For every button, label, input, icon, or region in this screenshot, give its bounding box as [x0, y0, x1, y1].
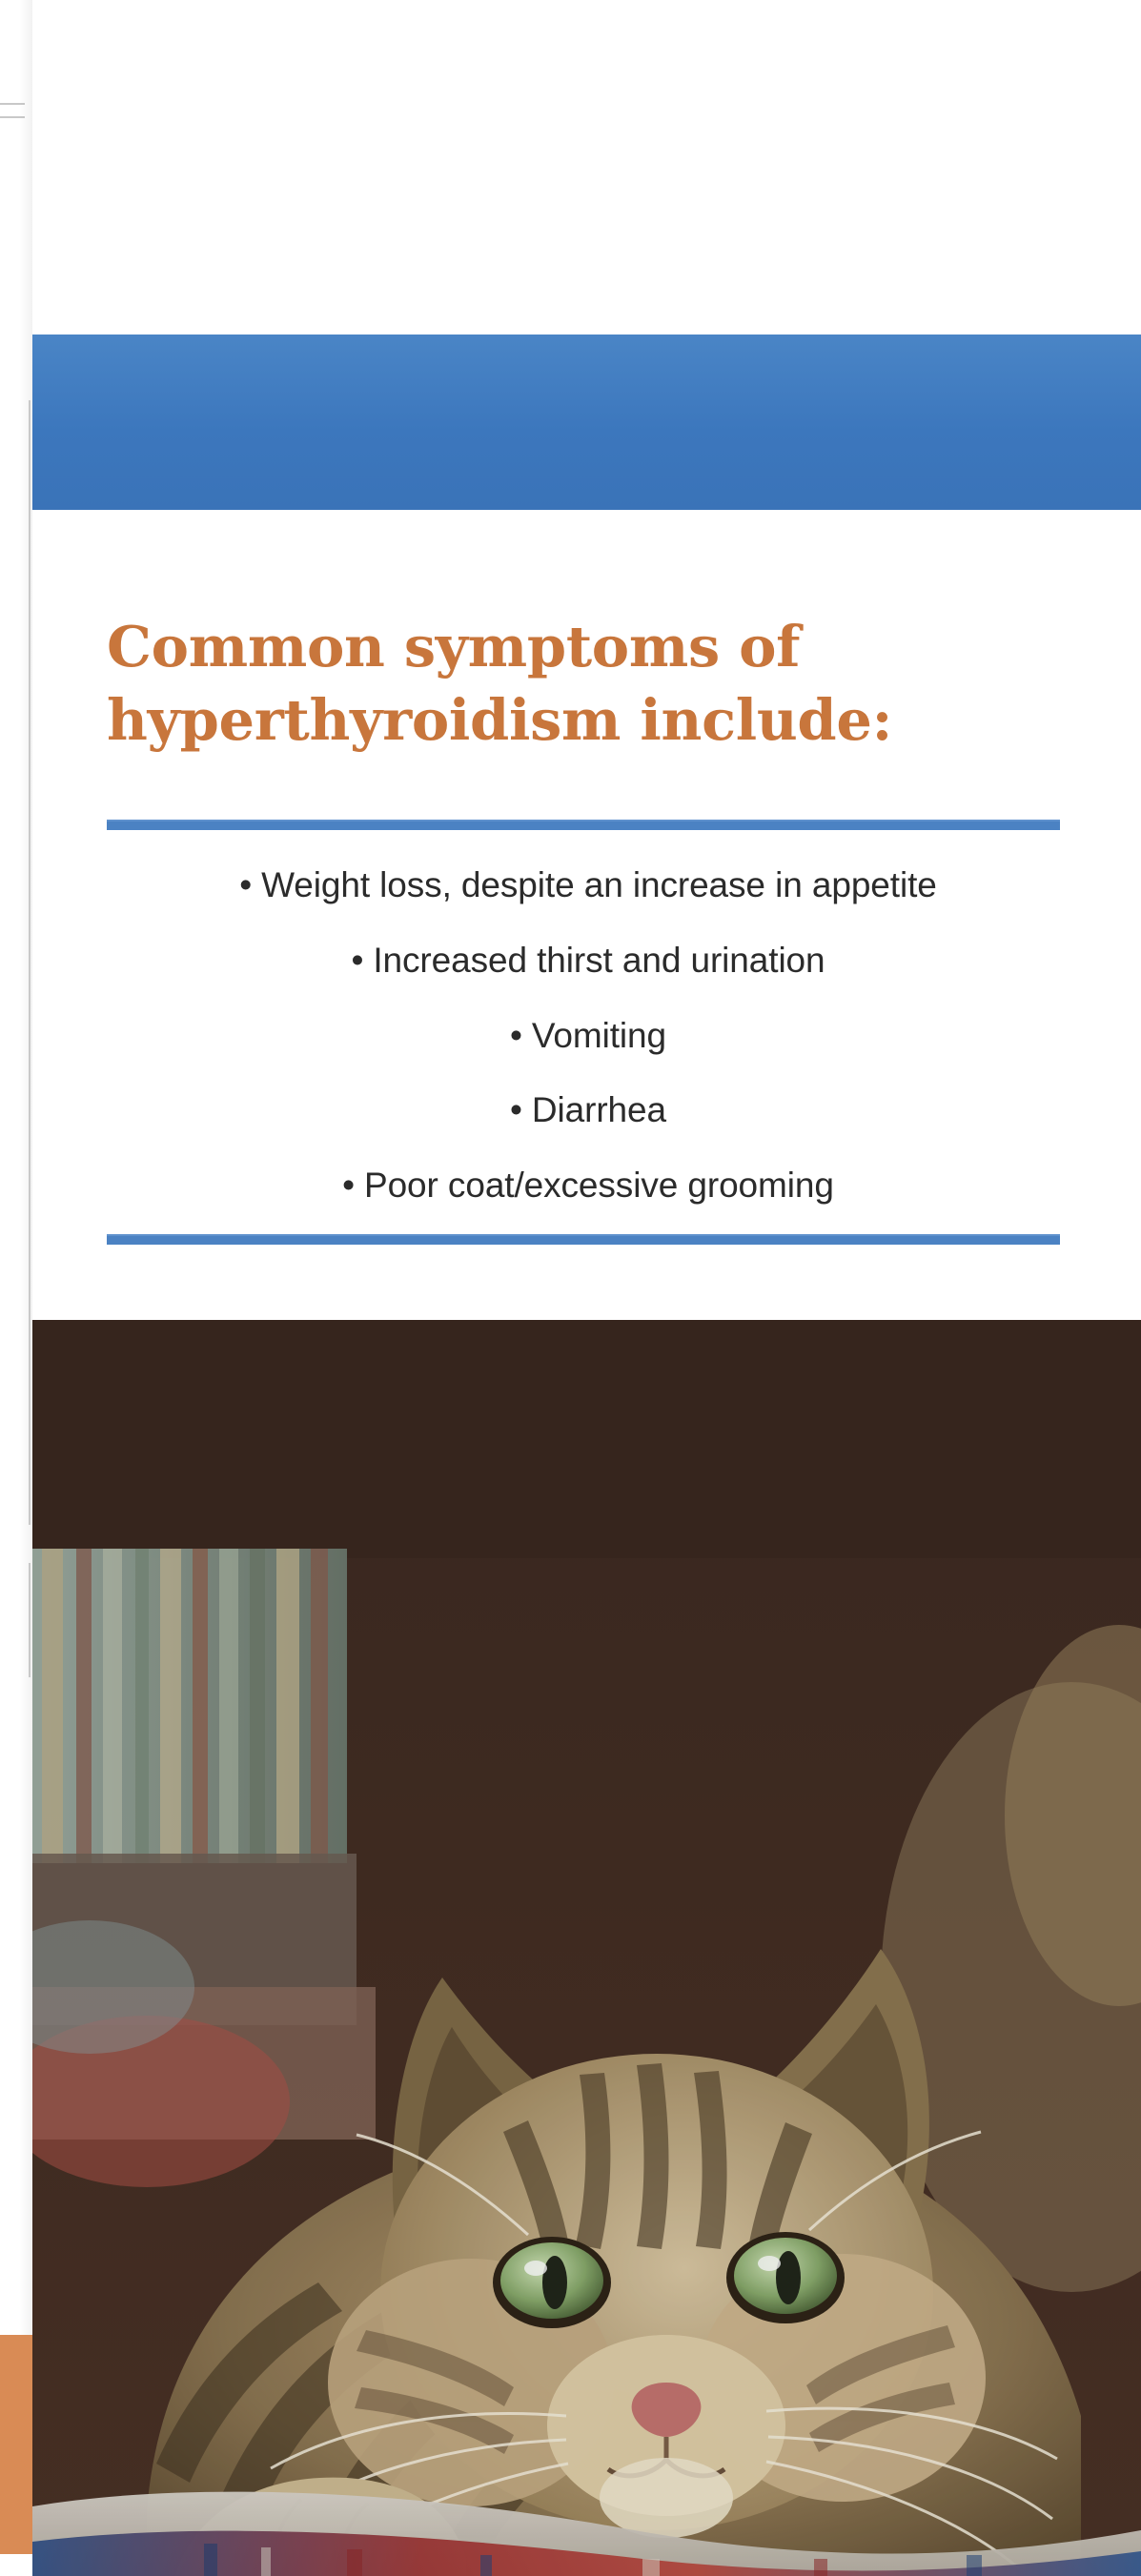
list-item	[107, 1148, 1070, 1224]
bullet-icon: •	[510, 1090, 522, 1130]
scan-artifact-tick	[0, 116, 25, 118]
list-item	[107, 923, 1070, 999]
list-item	[107, 848, 1070, 923]
tabby-cat-photo	[32, 1320, 1141, 2576]
scan-left-edge	[0, 0, 32, 2576]
list-item	[107, 1073, 1070, 1148]
list-item-label: Weight loss, despite an increase in appetite	[261, 865, 937, 904]
scan-orange-sliver	[0, 2335, 32, 2573]
bullet-icon: •	[342, 1166, 355, 1206]
scan-bottom-white	[0, 2554, 32, 2576]
bullet-icon: •	[510, 1015, 522, 1055]
symptom-list	[107, 848, 1070, 1224]
blue-header-band	[32, 335, 1141, 510]
page-title: Common symptoms of hyperthyroidism include:	[107, 613, 893, 754]
bullet-icon: •	[351, 940, 364, 980]
divider-top	[107, 820, 1060, 830]
bullet-icon: •	[239, 865, 253, 904]
list-item-label: Vomiting	[531, 1015, 666, 1055]
list-item-label: Increased thirst and urination	[373, 940, 825, 980]
scan-artifact-hairline	[29, 1563, 31, 1677]
scan-artifact-hairline	[29, 400, 31, 1525]
list-item-label: Diarrhea	[531, 1090, 666, 1130]
divider-bottom	[107, 1234, 1060, 1245]
list-item-label: Poor coat/excessive grooming	[364, 1166, 834, 1206]
scan-artifact-tick	[0, 103, 25, 105]
list-item	[107, 999, 1070, 1074]
